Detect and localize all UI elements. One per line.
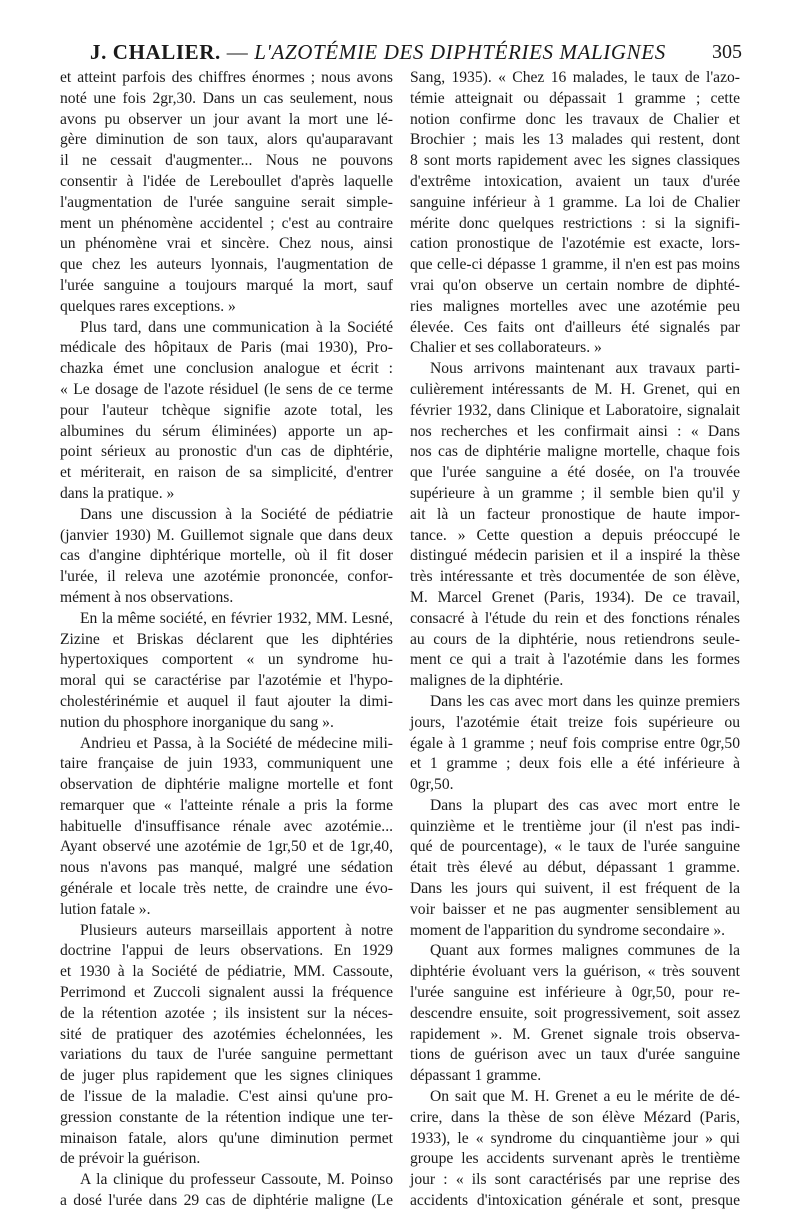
text-line: au cours de la diphtérie, nous retiendrons seule- <box>410 630 740 648</box>
text-line: minaison fatale, alors qu'une diminution permet <box>60 1129 393 1147</box>
text-line: (janvier 1930) M. Guillemot signale que dans deux <box>60 526 393 544</box>
text-line: égale à 1 gramme ; neuf fois comprise entre 0gr,50 <box>410 734 740 752</box>
text-line: consentir à l'idée de Lereboullet d'après laquelle <box>60 172 393 190</box>
text-line: Brochier ; mais les 13 malades qui restent, dont <box>410 131 740 149</box>
text-line: groupe les accidents survenant après le trentième <box>410 1150 740 1168</box>
text-line: Dans la plupart des cas avec mort entre le <box>430 796 740 814</box>
header-dash: — <box>220 40 255 64</box>
text-line: et atteint parfois des chiffres énormes ; nous avons <box>60 69 393 86</box>
text-line: ment un phénomène accidentel ; c'est au contraire <box>60 214 393 232</box>
text-line: malignes de la diphtérie. <box>410 672 564 690</box>
text-line: élevée. Ces faits ont d'ailleurs été signalés par <box>410 318 740 336</box>
text-line: supérieure à un gramme ; il semble bien qu'il y <box>410 484 740 502</box>
text-line: a dosé l'urée dans 29 cas de diphtérie maligne (Le <box>60 1192 393 1210</box>
text-line: nos cas de diphtérie maligne mortelle, chaque fois <box>410 443 740 461</box>
text-line: et mériterait, en raison de sa simplicité, d'entrer <box>60 464 393 482</box>
text-line: taire française de juin 1933, communiquent une <box>60 755 393 773</box>
text-line: albumines du sérum éliminées) apporte un ap- <box>60 422 393 440</box>
text-line: Chalier et ses collaborateurs. » <box>410 339 602 357</box>
text-line: très intéressante et très documentée de son élève, <box>410 568 740 586</box>
text-line: culièrement intéressants de M. H. Grenet, qui en <box>410 380 740 398</box>
text-line: distingué médecin parisien et il a inspiré la thèse <box>410 547 740 565</box>
text-line: que celle-ci dépasse 1 gramme, il n'en est pas moins <box>410 256 740 274</box>
text-line: moment de l'apparition du syndrome secondaire ». <box>410 921 726 939</box>
text-line: il ne cessait d'augmenter... Nous ne pouvons <box>60 152 393 170</box>
text-line: et 1930 à la Société de pédiatrie, MM. Cassoute, <box>60 963 393 981</box>
header-topic: L'AZOTÉMIE DES DIPHTÉRIES MALIGNES <box>254 40 666 64</box>
text-line: pour l'auteur tchèque signifie azote total, les <box>60 401 393 419</box>
text-line: On sait que M. H. Grenet a eu le mérite de dé- <box>430 1088 740 1106</box>
text-line: descendre ensuite, soit progressivement, soit assez <box>410 1004 740 1022</box>
text-line: l'augmentation de l'urée sanguine serait simple- <box>60 193 393 211</box>
text-line: l'urée sanguine est inférieure à 0gr,50, pour re- <box>410 984 740 1002</box>
text-line: lution fatale ». <box>60 900 151 918</box>
text-line: rapidement ». M. Grenet signale trois observa- <box>410 1025 740 1043</box>
running-header <box>60 40 742 66</box>
left-column <box>60 68 393 1212</box>
text-line: accidents d'intoxication générale et sont, presque <box>410 1192 740 1210</box>
text-line: cation pronostique de l'azotémie est exacte, lors- <box>410 235 740 253</box>
text-line: A la clinique du professeur Cassoute, M. Poinso <box>80 1171 393 1189</box>
text-line: crire, dans la thèse de son élève Mézard (Paris, <box>410 1108 740 1126</box>
text-line: avons pu observer un jour avant la mort une lé- <box>60 110 393 128</box>
text-line: Quant aux formes malignes communes de la <box>430 942 740 960</box>
text-line: doctrine l'appui de leurs observations. En 1929 <box>60 942 393 960</box>
text-line: voir baisser et ne pas augmenter sensiblement au <box>410 900 740 918</box>
text-line: ries malignes mortelles avec une azotémie peu <box>410 297 740 315</box>
text-line: moral qui se caractérise par l'azotémie et l'hypo- <box>60 672 393 690</box>
text-line: tance. » Cette question a depuis préoccupé le <box>410 526 740 544</box>
text-line: M. Marcel Grenet (Paris, 1934). De ce travail, <box>410 588 740 606</box>
text-line: quinzième et le trentième jour (il n'est pas indi- <box>410 817 740 835</box>
text-line: gère diminution de son taux, alors qu'auparavant <box>60 131 393 149</box>
text-line: variations du taux de l'urée sanguine permettant <box>60 1046 393 1064</box>
text-line: vrai qu'on observe un certain nombre de diphté- <box>410 276 740 294</box>
text-line: hypertoxiques comportent « un syndrome hu- <box>60 651 393 669</box>
text-line: consacré à l'étude du rein et des fonctions rénales <box>410 609 740 627</box>
text-line: l'urée sanguine a toujours marqué la mort, sauf <box>60 276 393 294</box>
text-line: 0gr,50. <box>410 776 454 794</box>
text-line: habituelle d'insuffisance rénale avec azotémie... <box>60 817 393 835</box>
text-line: sanguine inférieur à 1 gramme. La loi de Chalier <box>410 193 740 211</box>
text-line: cas d'angine diphtérique mortelle, où il fit doser <box>60 547 393 565</box>
text-line: Plus tard, dans une communication à la Société <box>80 318 393 336</box>
text-line: Sang, 1935). « Chez 16 malades, le taux de l'azo- <box>410 69 740 86</box>
text-line: cholestérinémie et auquel il faut ajouter la dimi- <box>60 692 393 710</box>
running-title <box>90 40 666 65</box>
text-line: médicale des hôpitaux de Paris (mai 1930), Pro- <box>60 339 393 357</box>
text-line: quelques rares exceptions. » <box>60 297 236 315</box>
text-line: Nous arrivons maintenant aux travaux parti- <box>430 360 740 378</box>
text-line: que l'urée sanguine a été dosée, on l'a trouvée <box>410 464 740 482</box>
text-line: mément à nos observations. <box>60 588 234 606</box>
text-line: d'extrême intoxication, avaient un taux d'urée <box>410 172 740 190</box>
text-line: Dans une discussion à la Société de pédiatrie <box>80 505 393 523</box>
text-line: Dans les cas avec mort dans les quinze premiers <box>430 692 740 710</box>
text-line: février 1932, dans Clinique et Laboratoire, signalait <box>410 401 740 419</box>
text-line: Plusieurs auteurs marseillais apportent à notre <box>80 921 393 939</box>
text-line: nution du phosphore inorganique du sang ». <box>60 713 334 731</box>
text-line: noté une fois 2gr,30. Dans un cas seulement, nous <box>60 89 393 107</box>
text-line: de la rétention azotée ; ils insistent sur la néces- <box>60 1004 393 1022</box>
text-line: ait là un facteur pronostique de haute impor- <box>410 505 740 523</box>
text-line: nous n'avons pas manqué, malgré une sédation <box>60 859 393 877</box>
text-line: Ayant observé une azotémie de 1gr,50 et de 1gr,40, <box>60 838 393 856</box>
text-line: jour : « ils sont caractérisés par une reprise des <box>410 1171 740 1189</box>
text-line: observation de diphtérie maligne mortelle et font <box>60 776 393 794</box>
text-line: tions de guérison avec un taux d'urée sanguine <box>410 1046 740 1064</box>
text-line: point sérieux au pronostic d'un cas de diphtérie, <box>60 443 393 461</box>
text-line: l'urée, il releva une azotémie prononcée, confor- <box>60 568 393 586</box>
text-line: 1933), le « syndrome du cinquantième jour » qui <box>410 1129 740 1147</box>
text-line: chazka émet une conclusion analogue et écrit : <box>60 360 393 378</box>
text-line: Perrimond et Zuccoli signalent aussi la fréquence <box>60 984 393 1002</box>
text-line: était très élevé au début, dépassant 1 gramme. <box>410 859 740 877</box>
text-line: témie atteignait ou dépassait 1 gramme ; cette <box>410 89 740 107</box>
text-line: dépassant 1 gramme. <box>410 1067 542 1085</box>
text-line: et 1 gramme ; deux fois elle a été inférieure à <box>410 755 740 773</box>
text-line: de l'issue de la maladie. C'est ainsi qu'une pro- <box>60 1088 393 1106</box>
text-line: qué de pourcentage), « le taux de l'urée sanguine <box>410 838 740 856</box>
text-line: notion confirme donc les travaux de Chalier et <box>410 110 740 128</box>
text-line: que chez les auteurs lyonnais, l'augmentation de <box>60 256 393 274</box>
right-column <box>410 68 740 1212</box>
text-line: En la même société, en février 1932, MM. Lesné, <box>80 609 393 627</box>
text-line: nos recherches et les confirmait ainsi : « Dans <box>410 422 740 440</box>
text-line: de prévoir la guérison. <box>60 1150 201 1168</box>
text-line: un phénomène vrai et sincère. Chez nous, ainsi <box>60 235 393 253</box>
header-author: J. CHALIER. <box>90 40 221 64</box>
text-line: Zizine et Briskas déclarent que les diphtéries <box>60 630 393 648</box>
page-number: 305 <box>712 41 742 63</box>
text-line: 8 sont morts rapidement avec les signes classiques <box>410 152 740 170</box>
text-line: Dans les jours qui suivent, il est fréquent de la <box>410 880 740 898</box>
text-line: de juger plus rapidement que les signes cliniques <box>60 1067 393 1085</box>
text-line: diphtérie évoluant vers la guérison, « très souvent <box>410 963 740 981</box>
text-line: Andrieu et Passa, à la Société de médecine mili- <box>80 734 393 752</box>
text-line: générale et locale très nette, de craindre une évo- <box>60 880 393 898</box>
text-line: dans la pratique. » <box>60 484 175 502</box>
text-line: mérite donc quelques restrictions : si la signifi- <box>410 214 740 232</box>
text-line: « Le dosage de l'azote résiduel (le sens de ce terme <box>60 380 393 398</box>
text-line: gression constante de la rétention indique une ter- <box>60 1108 393 1126</box>
text-line: sité de pratiquer des azotémies échelonnées, les <box>60 1025 393 1043</box>
text-line: remarquer que « l'atteinte rénale a pris la forme <box>60 796 393 814</box>
text-line: ment ce qui a trait à l'azotémie dans les formes <box>410 651 740 669</box>
text-line: jours, l'azotémie était treize fois supérieure ou <box>410 713 740 731</box>
